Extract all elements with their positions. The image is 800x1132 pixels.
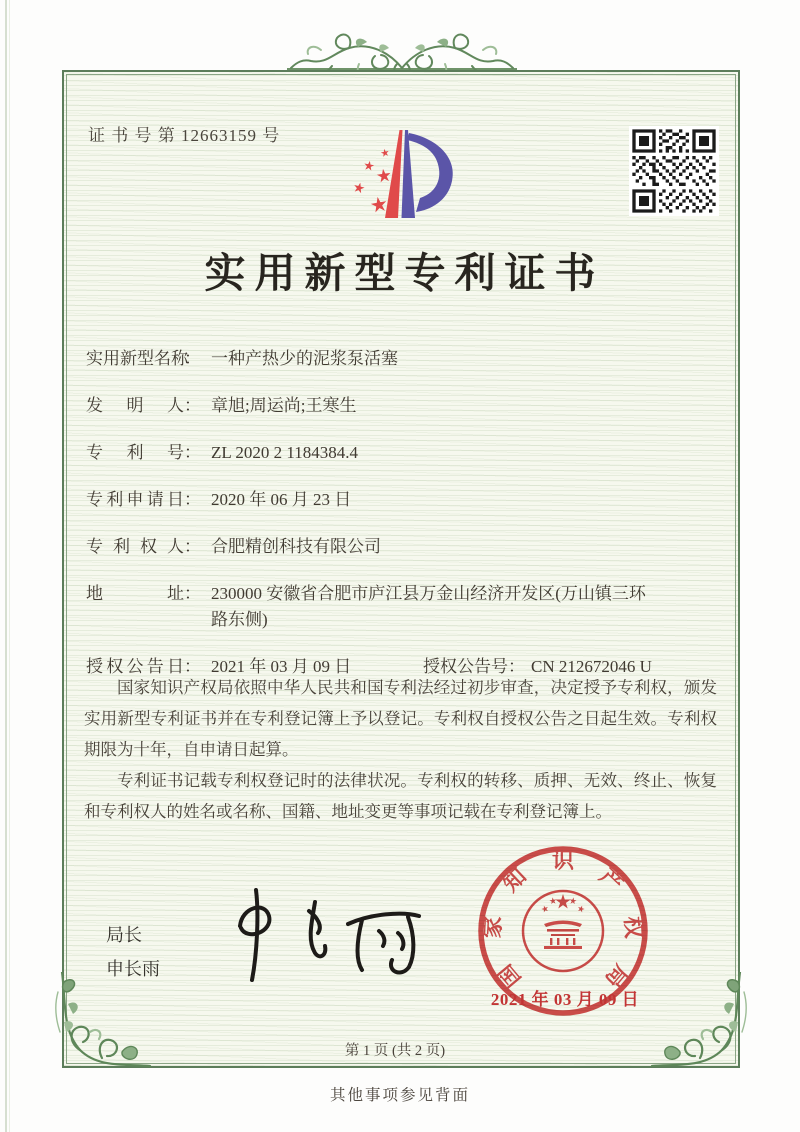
- corner-flourish-right-icon: [650, 972, 752, 1080]
- body-paragraph-2: 专利证书记载专利权登记时的法律状况。专利权的转移、质押、无效、终止、恢复和专利权人的姓名或名称、国籍、地址变更等事项记载在专利登记簿上。: [84, 771, 717, 821]
- field-value: 一种产热少的泥浆泵活塞: [211, 349, 398, 368]
- seal-date: 2021 年 03 月 09 日: [490, 990, 640, 1009]
- legal-text: [84, 672, 717, 827]
- field-colon: ：: [184, 349, 201, 368]
- field-value: 2020 年 06 月 23 日: [211, 490, 352, 509]
- seal-char: 局: [600, 959, 634, 993]
- field-label: 专利申请日: [86, 490, 184, 509]
- field-label: 专利权人: [86, 537, 184, 556]
- field-value: 章旭;周运尚;王寒生: [211, 396, 357, 415]
- seal-char: 国: [492, 959, 526, 993]
- field-row-patentee: [86, 534, 726, 560]
- signer-name: 申长雨: [106, 959, 160, 979]
- seal-char: 产: [594, 863, 629, 897]
- scan-edge: [9, 0, 10, 1132]
- certificate-title: 实用新型专利证书: [204, 250, 605, 296]
- field-colon: ：: [508, 657, 525, 676]
- body-paragraph-1: 国家知识产权局依照中华人民共和国专利法经过初步审查，决定授予专利权，颁发实用新型专利证书并在专利登记簿上予以登记。专利权自授权公告之日起生效。专利权期限为十年，自申请日起算。: [84, 678, 717, 759]
- field-colon: ：: [184, 657, 201, 676]
- field-row-patent-no: [86, 440, 726, 466]
- field-colon: ：: [184, 537, 201, 556]
- field-colon: ：: [184, 443, 201, 462]
- field-value: ZL 2020 2 1184384.4: [211, 443, 359, 462]
- field-row-filing-date: [86, 487, 726, 513]
- field-label: 发明人: [86, 396, 184, 415]
- page-number: 第 1 页 (共 2 页): [344, 1043, 446, 1059]
- signer-title: 局长: [106, 925, 142, 945]
- field-colon: ：: [184, 584, 201, 603]
- field-label: 专利号: [86, 443, 184, 462]
- national-emblem-icon: [523, 891, 603, 971]
- field-label: 实用新型名称: [86, 349, 188, 368]
- scan-edge: [5, 0, 7, 1132]
- seal-char: 家: [479, 915, 506, 939]
- cnipa-logo-icon: [336, 106, 468, 238]
- back-note: 其他事项参见背面: [329, 1087, 470, 1104]
- certificate-fields: [86, 346, 726, 701]
- qr-code: [629, 126, 719, 216]
- field-label: 地址: [86, 584, 184, 603]
- field-colon: ：: [184, 396, 201, 415]
- seal-char: 知: [497, 863, 532, 897]
- field-row-address: [86, 581, 726, 633]
- field-label: 授权公告日: [86, 657, 184, 676]
- field-value: 230000 安徽省合肥市庐江县万金山经济开发区(万山镇三环路东侧): [211, 584, 646, 629]
- seal-char: 识: [551, 848, 575, 873]
- seal-char: 权: [620, 915, 647, 939]
- certificate-number: 证 书 号 第 12663159 号: [88, 126, 281, 145]
- field-label: 授权公告号: [423, 657, 508, 676]
- corner-flourish-left-icon: [50, 972, 152, 1080]
- field-value: 合肥精创科技有限公司: [211, 537, 381, 556]
- commissioner-signature: [212, 874, 437, 994]
- signer-block: [106, 918, 160, 986]
- field-value: CN 212672046 U: [531, 657, 652, 676]
- field-row-name: [86, 346, 726, 372]
- field-value: 2021 年 03 月 09 日: [211, 657, 352, 676]
- field-colon: ：: [184, 490, 201, 509]
- field-row-inventors: [86, 393, 726, 419]
